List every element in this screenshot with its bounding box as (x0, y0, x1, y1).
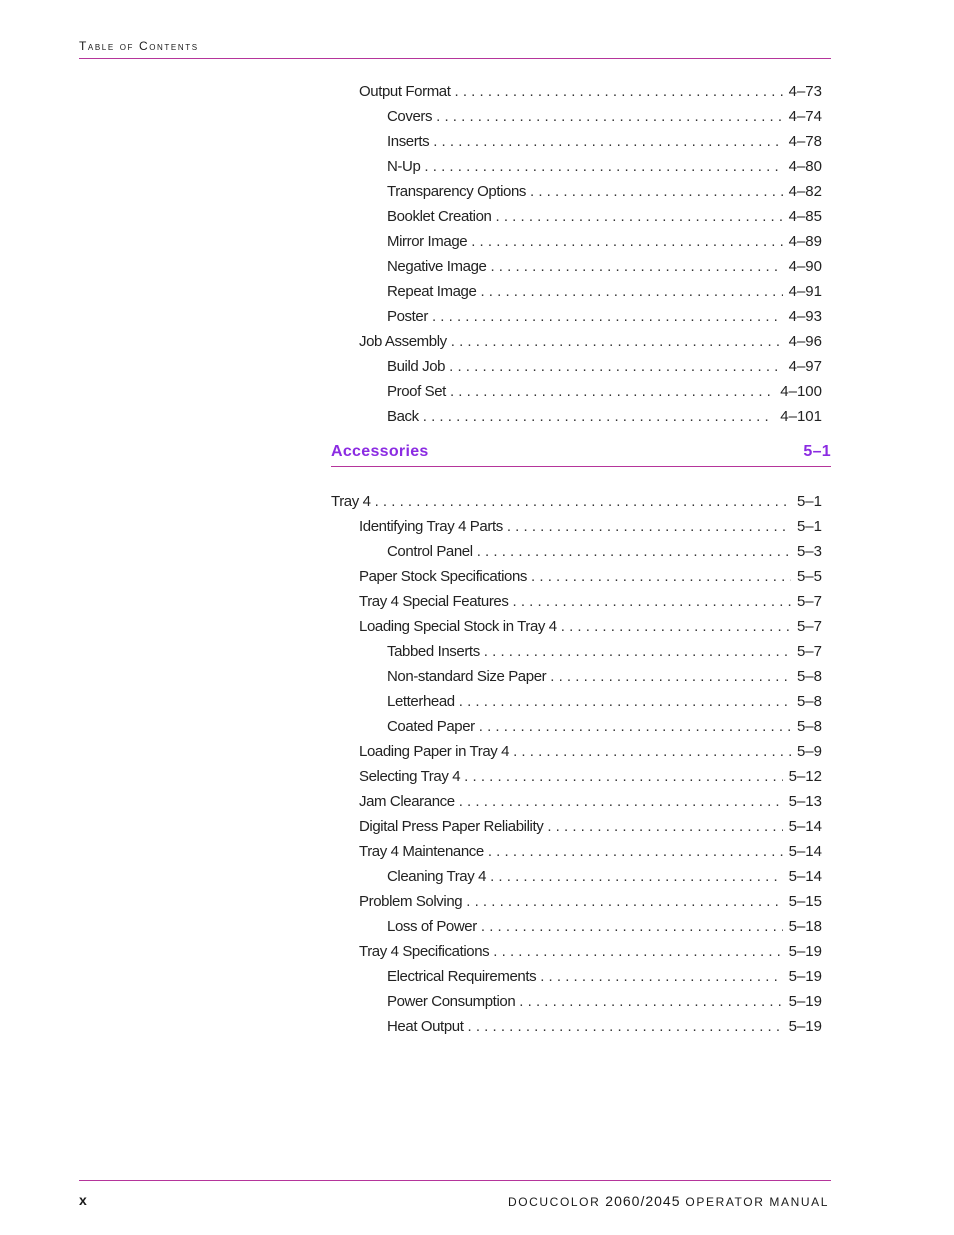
toc-entry-page[interactable]: 5–15 (788, 893, 822, 910)
section-page[interactable]: 5–1 (803, 443, 831, 460)
dot-leader (507, 518, 791, 535)
toc-entry-title[interactable]: Negative Image (387, 258, 487, 275)
footer-page-number: x (79, 1192, 87, 1208)
toc-entry-page[interactable]: 5–7 (796, 618, 822, 635)
toc-entry-page[interactable]: 5–9 (796, 743, 822, 760)
toc-entry-page[interactable]: 4–89 (788, 233, 822, 250)
toc-entry-page[interactable]: 5–19 (788, 943, 822, 960)
dot-leader (467, 1018, 782, 1035)
dot-leader (540, 968, 782, 985)
toc-entry-page[interactable]: 5–8 (796, 668, 822, 685)
toc-entry-page[interactable]: 5–14 (788, 843, 822, 860)
toc-entry-title[interactable]: Tray 4 Special Features (359, 593, 509, 610)
dot-leader (480, 283, 782, 300)
toc-entry[interactable] (387, 1013, 822, 1035)
toc-entry[interactable] (359, 588, 822, 610)
dot-leader (424, 158, 782, 175)
toc-entry[interactable] (387, 963, 822, 985)
toc-entry[interactable] (387, 228, 822, 250)
dot-leader (550, 668, 791, 685)
toc-entry-title[interactable]: Non-standard Size Paper (387, 668, 547, 685)
dot-leader (477, 543, 791, 560)
toc-entry-title[interactable]: Selecting Tray 4 (359, 768, 461, 785)
toc-entry[interactable] (387, 713, 822, 735)
toc-entry-title[interactable]: Jam Clearance (359, 793, 455, 810)
toc-entry[interactable] (387, 278, 822, 300)
toc-entry[interactable] (387, 203, 822, 225)
toc-entry[interactable] (387, 538, 822, 560)
header-rule (79, 58, 831, 59)
dot-leader (512, 593, 790, 610)
dot-leader (433, 133, 782, 150)
toc-entry-title[interactable]: Tray 4 Maintenance (359, 843, 484, 860)
toc-entry-page[interactable]: 4–73 (788, 83, 822, 100)
toc-entry-page[interactable]: 4–97 (788, 358, 822, 375)
footer-rule (79, 1180, 831, 1181)
toc-entry-title[interactable]: Tray 4 (331, 493, 371, 510)
toc-entry-page[interactable]: 4–74 (788, 108, 822, 125)
toc-entry[interactable] (387, 128, 822, 150)
toc-entry-page[interactable]: 4–78 (788, 133, 822, 150)
toc-entry[interactable] (387, 303, 822, 325)
toc-entry-page[interactable]: 5–8 (796, 718, 822, 735)
toc-entry[interactable] (359, 813, 822, 835)
toc-entry[interactable] (387, 913, 822, 935)
toc-entry-title[interactable]: Letterhead (387, 693, 455, 710)
toc-entry-page[interactable]: 5–14 (788, 818, 822, 835)
toc-entry-title[interactable]: Booklet Creation (387, 208, 492, 225)
toc-entry-page[interactable]: 5–3 (796, 543, 822, 560)
toc-entry[interactable] (387, 663, 822, 685)
dot-leader (561, 618, 791, 635)
toc-entry-page[interactable]: 4–91 (788, 283, 822, 300)
toc-entry-title[interactable]: Poster (387, 308, 428, 325)
toc-entry[interactable] (359, 763, 822, 785)
toc-entry[interactable] (387, 153, 822, 175)
toc-entry[interactable] (387, 378, 822, 400)
toc-entry-page[interactable]: 5–5 (796, 568, 822, 585)
toc-entry-title[interactable]: Job Assembly (359, 333, 447, 350)
toc-entry-page[interactable]: 5–7 (796, 593, 822, 610)
toc-entry-title[interactable]: Proof Set (387, 383, 446, 400)
toc-entry-title[interactable]: Repeat Image (387, 283, 477, 300)
toc-entry-title[interactable]: Back (387, 408, 419, 425)
dot-leader (455, 83, 783, 100)
footer-manual: OPERATOR MANUAL (685, 1195, 829, 1209)
toc-entry[interactable] (359, 613, 822, 635)
toc-entry-title[interactable]: Power Consumption (387, 993, 516, 1010)
dot-leader (464, 768, 782, 785)
toc-entry-page[interactable]: 4–85 (788, 208, 822, 225)
toc-entry-title[interactable]: Loading Paper in Tray 4 (359, 743, 510, 760)
toc-entry-title[interactable]: Tabbed Inserts (387, 643, 480, 660)
dot-leader (513, 743, 791, 760)
toc-entry-page[interactable]: 4–96 (788, 333, 822, 350)
toc-entry-page[interactable]: 4–93 (788, 308, 822, 325)
toc-entry[interactable] (387, 353, 822, 375)
dot-leader (493, 943, 782, 960)
toc-entry[interactable] (387, 103, 822, 125)
toc-entry-page[interactable]: 5–7 (796, 643, 822, 660)
dot-leader (547, 818, 782, 835)
section-title[interactable]: Accessories (331, 443, 429, 460)
toc-entry[interactable] (359, 788, 822, 810)
dot-leader (519, 993, 782, 1010)
dot-leader (375, 493, 791, 510)
toc-entry-page[interactable]: 5–1 (796, 518, 822, 535)
toc-entry[interactable] (359, 513, 822, 535)
toc-entry[interactable] (331, 488, 822, 510)
toc-entry[interactable] (387, 863, 822, 885)
toc-entry-title[interactable]: Loading Special Stock in Tray 4 (359, 618, 557, 635)
toc-entry-title[interactable]: Electrical Requirements (387, 968, 537, 985)
running-header: Table of Contents (79, 39, 199, 53)
toc-entry[interactable] (359, 938, 822, 960)
toc-entry-title[interactable]: Transparency Options (387, 183, 527, 200)
dot-leader (466, 893, 782, 910)
toc-entry-page[interactable]: 4–101 (780, 408, 822, 425)
toc-entry-title[interactable]: Output Format (359, 83, 451, 100)
dot-leader (423, 408, 775, 425)
toc-entry[interactable] (387, 638, 822, 660)
toc-entry-title[interactable]: Identifying Tray 4 Parts (359, 518, 503, 535)
toc-entry[interactable] (387, 688, 822, 710)
dot-leader (531, 568, 791, 585)
toc-entry-title[interactable]: N-Up (387, 158, 421, 175)
dot-leader (459, 693, 791, 710)
toc-entry-title[interactable]: Control Panel (387, 543, 473, 560)
dot-leader (449, 358, 783, 375)
dot-leader (450, 383, 774, 400)
section-heading[interactable] (331, 443, 831, 461)
dot-leader (451, 333, 783, 350)
toc-entry[interactable] (387, 178, 822, 200)
toc-entry[interactable] (359, 328, 822, 350)
dot-leader (436, 108, 783, 125)
toc-entry-title[interactable]: Digital Press Paper Reliability (359, 818, 544, 835)
toc-entry-page[interactable]: 5–1 (796, 493, 822, 510)
toc-entry-title[interactable]: Heat Output (387, 1018, 464, 1035)
dot-leader (496, 208, 783, 225)
toc-entry-page[interactable]: 4–82 (788, 183, 822, 200)
dot-leader (490, 868, 783, 885)
dot-leader (490, 258, 782, 275)
toc-entry-page[interactable]: 5–19 (788, 1018, 822, 1035)
toc-entry-page[interactable]: 5–12 (788, 768, 822, 785)
toc-entry-title[interactable]: Loss of Power (387, 918, 477, 935)
toc-entry-title[interactable]: Cleaning Tray 4 (387, 868, 487, 885)
toc-entry-title[interactable]: Tray 4 Specifications (359, 943, 490, 960)
footer-model: 2060/2045 (605, 1193, 681, 1209)
toc-entry-title[interactable]: Mirror Image (387, 233, 468, 250)
toc-entry[interactable] (359, 563, 822, 585)
toc-entry-title[interactable]: Build Job (387, 358, 446, 375)
toc-entry-page[interactable]: 4–80 (788, 158, 822, 175)
dot-leader (471, 233, 782, 250)
toc-entry-title[interactable]: Coated Paper (387, 718, 475, 735)
toc-entry-page[interactable]: 5–13 (788, 793, 822, 810)
toc-entry[interactable] (359, 888, 822, 910)
dot-leader (459, 793, 783, 810)
section-rule (331, 466, 831, 467)
toc-entry[interactable] (359, 838, 822, 860)
toc-entry-title[interactable]: Inserts (387, 133, 430, 150)
footer-brand: DOCUCOLOR (507, 1195, 601, 1209)
dot-leader (530, 183, 783, 200)
toc-entry-page[interactable]: 4–90 (788, 258, 822, 275)
toc-entry-page[interactable]: 5–18 (788, 918, 822, 935)
toc-entry-title[interactable]: Problem Solving (359, 893, 463, 910)
toc-entry-page[interactable]: 5–14 (788, 868, 822, 885)
toc-entry[interactable] (387, 403, 822, 425)
toc-entry-page[interactable]: 5–19 (788, 968, 822, 985)
toc-entry-title[interactable]: Covers (387, 108, 433, 125)
dot-leader (432, 308, 783, 325)
dot-leader (479, 718, 791, 735)
toc-entry[interactable] (359, 78, 822, 100)
footer-manual-title (508, 1193, 829, 1209)
toc-entry-title[interactable]: Paper Stock Specifications (359, 568, 528, 585)
toc-entry[interactable] (387, 253, 822, 275)
dot-leader (484, 643, 791, 660)
dot-leader (488, 843, 783, 860)
toc-entry[interactable] (387, 988, 822, 1010)
toc-entry-page[interactable]: 4–100 (780, 383, 822, 400)
toc-entry[interactable] (359, 738, 822, 760)
dot-leader (481, 918, 783, 935)
toc-entry-page[interactable]: 5–8 (796, 693, 822, 710)
toc-entry-page[interactable]: 5–19 (788, 993, 822, 1010)
